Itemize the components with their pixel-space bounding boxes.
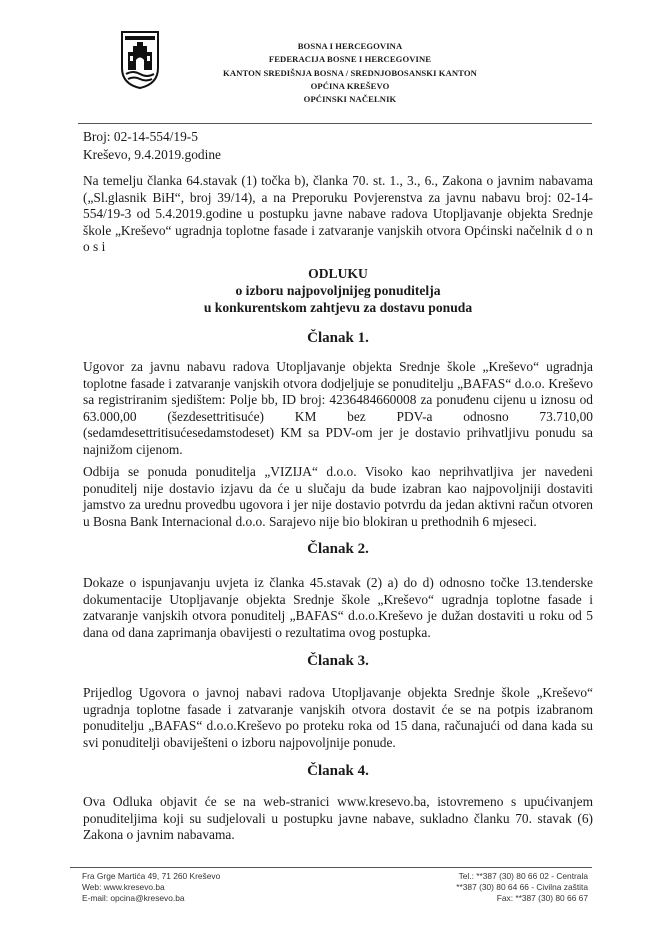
institution-header	[190, 40, 510, 106]
reference-place-date: Kreševo, 9.4.2019.godine	[83, 146, 221, 162]
document-reference	[83, 128, 221, 163]
decision-title-sub1: o izboru najpovoljnijeg ponuditelja	[235, 283, 441, 298]
header-line-office: OPĆINSKI NAČELNIK	[303, 94, 397, 105]
preamble: Na temelju članka 64.stavak (1) točka b), članka 70. st. 1., 3., 6., Zakona o javnim nabavama („Sl.glasnik BiH“, broj 39/14), a na Preporuku Povjerenstva za javnu nabavu broj: 02-14-554/19-3 od 5.4.2019.godine u postupku javne nabave radova Utopljavanje objekta Srednje škole „Kreševo“ ugradnja toplotne fasade i zatvaranje vanjskih otvora Općinski načelnik d o n o s i	[83, 173, 593, 254]
article-1-paragraph-1: Ugovor za javnu nabavu radova Utopljavanje objekta Srednje škole „Kreševo“ ugradnja toplotne fasade i zatvaranje vanjskih otvora dodjeljuje se ponuditelju „BAFAS“ d.o.o. Kreševo sa registriranim sjedištem: Polje bb, ID broj: 4236484660008 za ponuđenu cijenu u iznosu od 63.000,00 (šezdesettritisuće) KM bez PDV-a odnosno 73.710,00 (sedamdesettritisućesedamstodeset) KM sa PDV-om jer je dostavio prihvatljivu ponudu sa najnižom cijenom.	[83, 359, 593, 457]
decision-title-main: ODLUKU	[308, 266, 368, 281]
article-3-paragraph-1: Prijedlog Ugovora o javnoj nabavi radova Utopljavanje objekta Srednje škole „Kreševo“ ugradnja toplotne fasade i zatvaranje vanjskih otvora dostavit će se na potpis izabranom ponuditelju „BAFAS“ d.o.o.Kreševo po proteku roka od 15 dana, računajući od dana kada su svi ponuditelji obaviješteni o izboru najpovoljnije ponude.	[83, 685, 593, 750]
header-line-canton: KANTON SREDIŠNJA BOSNA / SREDNJOBOSANSKI KANTON	[223, 67, 477, 78]
footer-phone-civil-protection: **387 (30) 80 64 66 - Civilna zaštita	[456, 882, 588, 892]
header-line-municipality: OPĆINA KREŠEVO	[310, 80, 390, 91]
article-3-title: Članak 3.	[307, 653, 369, 669]
article-4-paragraph-1: Ova Odluka objavit će se na web-stranici www.kresevo.ba, istovremeno s upućivanjem ponuditeljima koji su sudjelovali u postupku javne nabave, sukladno članku 70. stavak (6) Zakona o javnim nabavama.	[83, 794, 593, 842]
header-line-country: BOSNA I HERCEGOVINA	[297, 41, 403, 51]
article-1-title: Članak 1.	[307, 330, 369, 346]
article-2-paragraph-1: Dokaze o ispunjavanju uvjeta iz članka 45.stavak (2) a) do d) odnosno točke 13.tenderske dokumentacije Utopljavanje objekta Srednje škole „Kreševo“ ugradnja toplotne fasade i zatvaranje vanjskih otvora ponuditelj „BAFAS“ d.o.o.Kreševo je dužan dostaviti u roku od 5 dana od dana zaprimanja obavijesti o rezultatima ovog postupka.	[83, 575, 593, 640]
reference-number: Broj: 02-14-554/19-5	[83, 129, 198, 144]
footer-web: Web: www.kresevo.ba	[82, 882, 165, 892]
header-line-federation: FEDERACIJA BOSNE I HERCEGOVINE	[268, 54, 432, 65]
header-divider	[78, 123, 592, 124]
footer-divider	[70, 867, 592, 868]
footer-email: E-mail: opcina@kresevo.ba	[82, 893, 185, 903]
footer-address: Fra Grge Martića 49, 71 260 Kreševo	[82, 871, 221, 881]
article-4-title: Članak 4.	[307, 763, 369, 779]
decision-title-sub2: u konkurentskom zahtjevu za dostavu ponuda	[203, 300, 473, 315]
footer-phone-central: Tel.: **387 (30) 80 66 02 - Centrala	[458, 871, 588, 881]
footer-contact-right	[428, 871, 588, 904]
footer-fax: Fax: **387 (30) 80 66 67	[496, 893, 588, 903]
decision-title	[83, 265, 593, 316]
article-1-paragraph-2: Odbija se ponuda ponuditelja „VIZIJA“ d.o.o. Visoko kao neprihvatljiva jer navedeni ponuditelj nije dostavio izjavu da će u slučaju da bude izabran kao najpovoljniji dostaviti jamstvo za urednu provedbu ugovora i jer nije dostavio potvrdu da jedan aktivni račun otvoren u Bosna Bank Internacional d.o.o. Sarajevo nije bio blokiran u prethodnih 6 mjeseci.	[83, 464, 593, 529]
footer-contact-left	[82, 871, 220, 904]
coat-of-arms-icon	[120, 30, 160, 90]
article-2-title: Članak 2.	[307, 541, 369, 557]
